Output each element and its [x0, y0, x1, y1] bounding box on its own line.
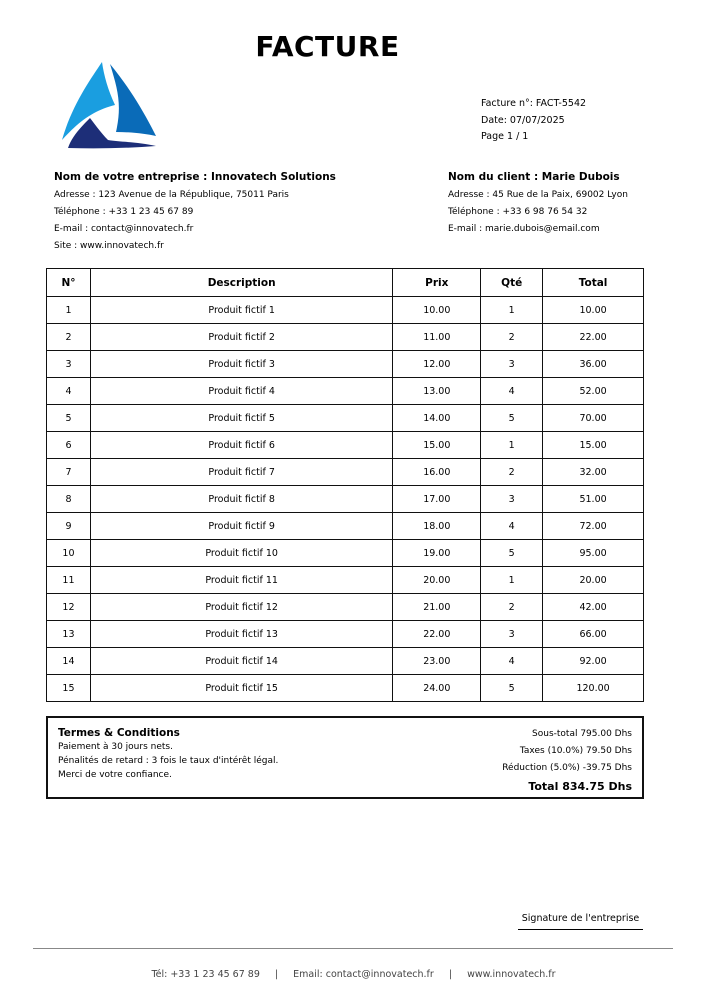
cell-price: 22.00 [393, 621, 481, 648]
cell-description: Produit fictif 8 [90, 486, 392, 513]
header-price: Prix [393, 269, 481, 297]
cell-number: 9 [47, 513, 91, 540]
cell-price: 13.00 [393, 378, 481, 405]
cell-total: 10.00 [543, 297, 644, 324]
cell-number: 4 [47, 378, 91, 405]
cell-total: 36.00 [543, 351, 644, 378]
cell-total: 20.00 [543, 567, 644, 594]
cell-total: 72.00 [543, 513, 644, 540]
footer-separator: | [448, 969, 453, 980]
cell-total: 70.00 [543, 405, 644, 432]
terms-line: Merci de votre confiance. [58, 770, 172, 780]
cell-quantity: 1 [481, 567, 543, 594]
cell-number: 8 [47, 486, 91, 513]
company-email: E-mail : contact@innovatech.fr [54, 224, 194, 234]
cell-quantity: 4 [481, 378, 543, 405]
table-row [47, 297, 644, 324]
cell-price: 15.00 [393, 432, 481, 459]
table-row [47, 540, 644, 567]
cell-number: 14 [47, 648, 91, 675]
cell-price: 14.00 [393, 405, 481, 432]
page-indicator: Page 1 / 1 [481, 131, 529, 142]
terms-section [58, 726, 278, 782]
client-name: Nom du client : Marie Dubois [448, 171, 620, 183]
cell-number: 5 [47, 405, 91, 432]
cell-description: Produit fictif 5 [90, 405, 392, 432]
company-address: Adresse : 123 Avenue de la République, 75011 Paris [54, 190, 289, 200]
cell-price: 12.00 [393, 351, 481, 378]
cell-total: 22.00 [543, 324, 644, 351]
cell-quantity: 3 [481, 621, 543, 648]
table-row [47, 567, 644, 594]
client-info [448, 170, 628, 238]
items-table [46, 268, 644, 702]
signature-label: Signature de l'entreprise [521, 913, 640, 924]
company-site: Site : www.innovatech.fr [54, 241, 164, 251]
table-row [47, 351, 644, 378]
terms-line: Paiement à 30 jours nets. [58, 742, 173, 752]
cell-quantity: 1 [481, 297, 543, 324]
cell-quantity: 2 [481, 594, 543, 621]
cell-quantity: 2 [481, 324, 543, 351]
table-row [47, 378, 644, 405]
table-row [47, 648, 644, 675]
cell-total: 66.00 [543, 621, 644, 648]
cell-number: 1 [47, 297, 91, 324]
cell-description: Produit fictif 11 [90, 567, 392, 594]
cell-total: 15.00 [543, 432, 644, 459]
cell-price: 19.00 [393, 540, 481, 567]
cell-number: 6 [47, 432, 91, 459]
header-description: Description [90, 269, 392, 297]
footer-site: www.innovatech.fr [467, 969, 556, 980]
cell-quantity: 1 [481, 432, 543, 459]
company-info [54, 170, 336, 255]
cell-number: 3 [47, 351, 91, 378]
cell-quantity: 4 [481, 648, 543, 675]
table-row [47, 594, 644, 621]
client-address: Adresse : 45 Rue de la Paix, 69002 Lyon [448, 190, 628, 200]
triangle-swirl-logo-icon [60, 60, 160, 150]
cell-quantity: 5 [481, 675, 543, 702]
terms-line: Pénalités de retard : 3 fois le taux d'intérêt légal. [58, 756, 279, 766]
cell-price: 23.00 [393, 648, 481, 675]
client-phone: Téléphone : +33 6 98 76 54 32 [448, 207, 588, 217]
invoice-number: Facture n°: FACT-5542 [481, 98, 587, 109]
document-title [0, 30, 707, 63]
table-header-row [47, 269, 644, 297]
table-row [47, 405, 644, 432]
cell-quantity: 3 [481, 351, 543, 378]
company-name: Nom de votre entreprise : Innovatech Solutions [54, 171, 336, 183]
cell-number: 13 [47, 621, 91, 648]
cell-total: 92.00 [543, 648, 644, 675]
subtotal: Sous-total 795.00 Dhs [532, 729, 632, 739]
cell-price: 10.00 [393, 297, 481, 324]
table-row [47, 621, 644, 648]
cell-total: 32.00 [543, 459, 644, 486]
cell-description: Produit fictif 14 [90, 648, 392, 675]
cell-price: 11.00 [393, 324, 481, 351]
cell-price: 17.00 [393, 486, 481, 513]
table-row [47, 432, 644, 459]
cell-quantity: 5 [481, 540, 543, 567]
signature-line [518, 913, 643, 930]
cell-number: 10 [47, 540, 91, 567]
table-row [47, 675, 644, 702]
cell-description: Produit fictif 13 [90, 621, 392, 648]
cell-quantity: 3 [481, 486, 543, 513]
table-body [47, 297, 644, 702]
grand-total: Total 834.75 Dhs [528, 780, 632, 793]
company-phone: Téléphone : +33 1 23 45 67 89 [54, 207, 194, 217]
cell-total: 42.00 [543, 594, 644, 621]
totals-section [502, 726, 632, 796]
cell-quantity: 5 [481, 405, 543, 432]
cell-price: 20.00 [393, 567, 481, 594]
table-row [47, 486, 644, 513]
footer [0, 969, 707, 980]
cell-total: 120.00 [543, 675, 644, 702]
discount: Réduction (5.0%) -39.75 Dhs [502, 763, 632, 773]
footer-email: Email: contact@innovatech.fr [293, 969, 434, 980]
terms-title: Termes & Conditions [58, 727, 180, 739]
cell-description: Produit fictif 1 [90, 297, 392, 324]
cell-description: Produit fictif 9 [90, 513, 392, 540]
summary-box [46, 716, 644, 799]
cell-total: 52.00 [543, 378, 644, 405]
cell-total: 51.00 [543, 486, 644, 513]
cell-price: 21.00 [393, 594, 481, 621]
cell-description: Produit fictif 10 [90, 540, 392, 567]
company-logo [60, 60, 160, 150]
cell-number: 2 [47, 324, 91, 351]
footer-divider [33, 948, 673, 949]
cell-description: Produit fictif 6 [90, 432, 392, 459]
cell-description: Produit fictif 4 [90, 378, 392, 405]
cell-quantity: 2 [481, 459, 543, 486]
header-total: Total [543, 269, 644, 297]
cell-price: 16.00 [393, 459, 481, 486]
table-row [47, 459, 644, 486]
table-row [47, 513, 644, 540]
table-row [47, 324, 644, 351]
cell-number: 12 [47, 594, 91, 621]
cell-number: 7 [47, 459, 91, 486]
document-title-text: FACTURE [255, 30, 400, 63]
cell-description: Produit fictif 12 [90, 594, 392, 621]
cell-description: Produit fictif 3 [90, 351, 392, 378]
invoice-date: Date: 07/07/2025 [481, 114, 565, 126]
header-quantity: Qté [481, 269, 543, 297]
cell-description: Produit fictif 2 [90, 324, 392, 351]
cell-price: 18.00 [393, 513, 481, 540]
footer-phone: Tél: +33 1 23 45 67 89 [151, 969, 260, 980]
client-email: E-mail : marie.dubois@email.com [448, 224, 600, 234]
cell-description: Produit fictif 15 [90, 675, 392, 702]
taxes: Taxes (10.0%) 79.50 Dhs [519, 746, 632, 756]
cell-quantity: 4 [481, 513, 543, 540]
cell-number: 11 [47, 567, 91, 594]
cell-description: Produit fictif 7 [90, 459, 392, 486]
cell-number: 15 [47, 675, 91, 702]
cell-price: 24.00 [393, 675, 481, 702]
invoice-meta [481, 96, 586, 146]
footer-separator: | [274, 969, 279, 980]
header-number: N° [47, 269, 91, 297]
cell-total: 95.00 [543, 540, 644, 567]
